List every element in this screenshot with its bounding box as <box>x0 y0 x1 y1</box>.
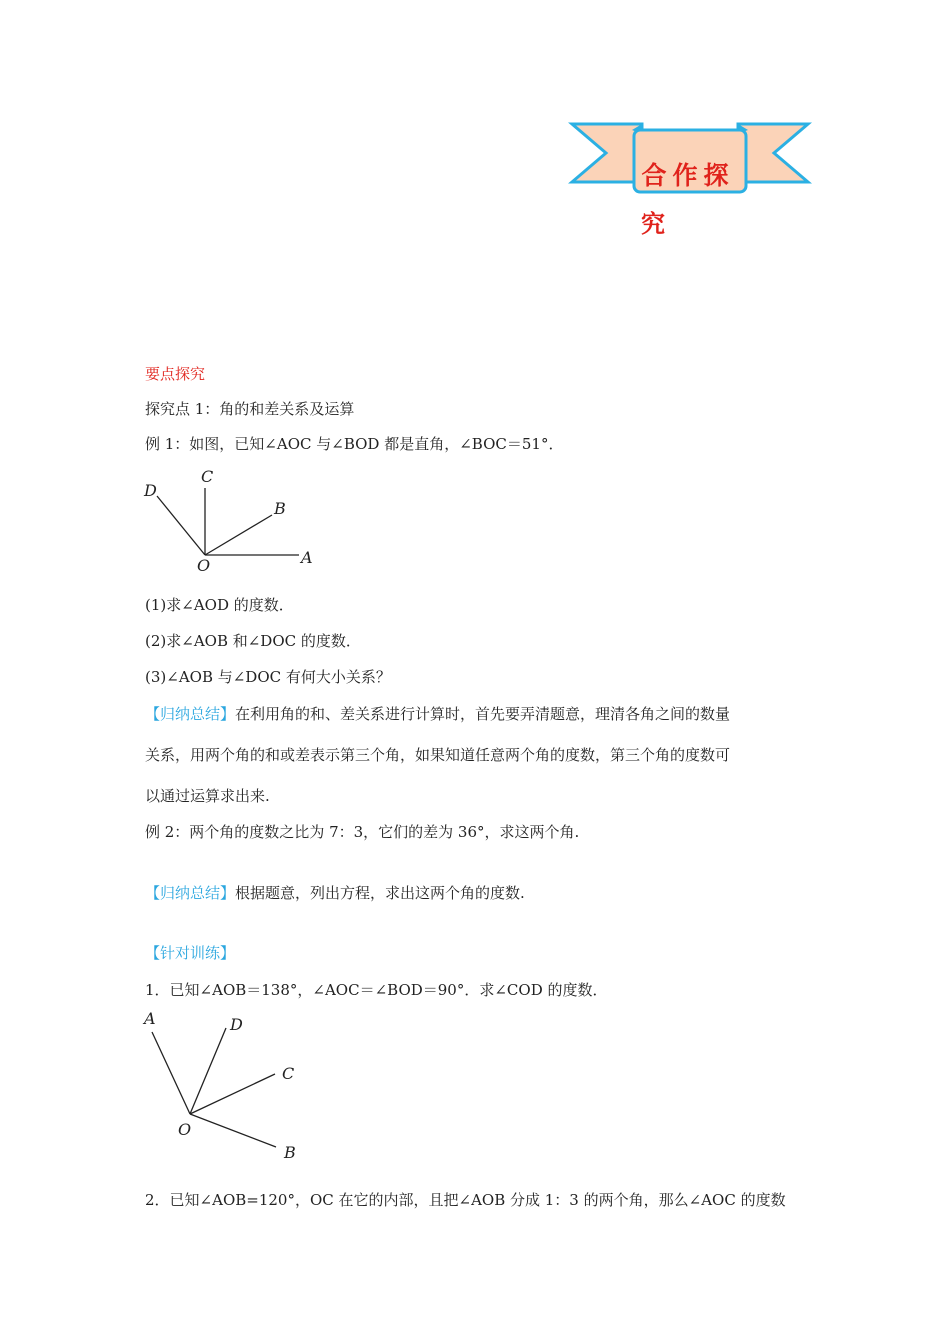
question-1: (1)求∠AOD 的度数． <box>145 596 294 614</box>
training-question-2: 2．已知∠AOB=120°，OC 在它的内部，且把∠AOB 分成 1：3 的两个角，那么∠AOC 的度数 <box>145 1191 786 1209</box>
label-A: A <box>301 548 313 567</box>
banner-title-continued: 究 <box>641 210 665 238</box>
label-D: D <box>144 481 157 500</box>
summary-2-tag: 【归纳总结】 <box>145 884 236 902</box>
summary-1-line-3: 以通过运算求出来. <box>145 787 270 805</box>
summary-1-text-1: 在利用角的和、差关系进行计算时，首先要弄清题意，理清各角之间的数量 <box>235 705 731 723</box>
summary-1-line-1 <box>145 704 730 724</box>
training-angle-figure <box>138 1006 308 1166</box>
section-title: 要点探究 <box>145 365 206 383</box>
training-question-1: 1．已知∠AOB＝138°，∠AOC＝∠BOD＝90°．求∠COD 的度数． <box>145 981 608 999</box>
label-C: C <box>201 467 214 486</box>
label-A: A <box>144 1009 156 1028</box>
summary-1-tag: 【归纳总结】 <box>145 705 236 723</box>
training-tag: 【针对训练】 <box>145 944 236 962</box>
summary-1-line-2: 关系，用两个角的和或差表示第三个角，如果知道任意两个角的度数，第三个角的度数可 <box>145 746 731 764</box>
label-C: C <box>282 1064 295 1083</box>
example-1-angle-figure <box>140 462 330 580</box>
example-2-text: 例 2：两个角的度数之比为 7：3，它们的差为 36°，求这两个角. <box>145 823 580 841</box>
label-O: O <box>197 556 211 575</box>
example-1-text: 例 1：如图，已知∠AOC 与∠BOD 都是直角，∠BOC＝51°． <box>145 435 564 453</box>
summary-2-text: 根据题意，列出方程，求出这两个角的度数. <box>235 884 525 902</box>
topic-heading: 探究点 1：角的和差关系及运算 <box>145 400 355 418</box>
label-B: B <box>274 499 286 518</box>
question-2: (2)求∠AOB 和∠DOC 的度数． <box>145 632 361 650</box>
label-B: B <box>284 1143 296 1162</box>
label-O: O <box>178 1120 192 1139</box>
banner-title: 合作探 <box>641 161 735 190</box>
label-D: D <box>230 1015 243 1034</box>
summary-2-line <box>145 883 525 903</box>
question-3: (3)∠AOB 与∠DOC 有何大小关系？ <box>145 668 391 686</box>
